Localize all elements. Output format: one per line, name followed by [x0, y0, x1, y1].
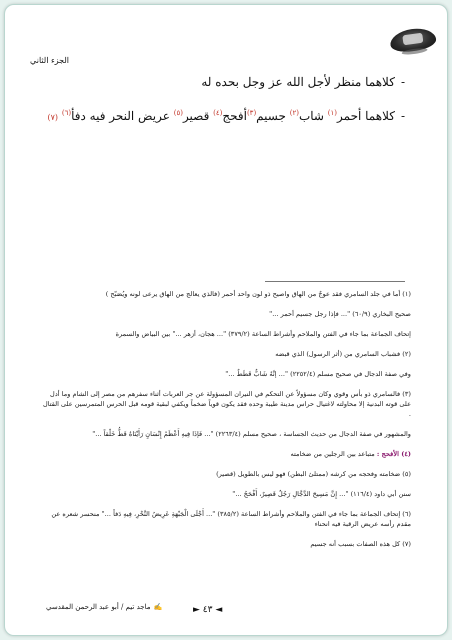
footnote-4	[39, 449, 411, 459]
footnote-5: (٥) ضخامته وفحجه من كرشه (ممتلئ البطن) فهو ليس بالطويل (قصير)	[216, 470, 411, 478]
footnote-ref-2[interactable]: (٢)	[289, 109, 299, 117]
attribute-short: قصير	[182, 109, 214, 123]
footnote-ref-5[interactable]: (٥)	[173, 109, 183, 117]
footnote-ref-6[interactable]: (٦)	[61, 109, 72, 117]
footnote-ref-3[interactable]: (٣)	[246, 109, 257, 117]
page	[4, 4, 448, 636]
footnote-ref-4[interactable]: (٤)	[213, 109, 223, 117]
volume-label: الجزء الثاني	[30, 56, 69, 65]
footnote-1-source-bukhari: صحيح البخاري (٦٠/٩) "... فإذا رجل جسيم أحمر ..."	[269, 310, 411, 318]
footnote-2: (٢) فشباب السامري من (أثر الرسول) الذي قبضه	[275, 350, 411, 358]
page-number-nav[interactable]: ◄ ٤٣ ►	[193, 605, 223, 615]
footnote-5-source-abudawud: سنن أبي داود (١١٦/٤) "... إِنَّ مَسِيحَ الدَّجَّالِ رَجُلٌ قَصِيرٌ، أَفْحَجُ ..."	[232, 490, 411, 498]
main-line-2	[48, 109, 406, 123]
attribute-bulky: جسيم	[256, 109, 290, 123]
publisher-logo-icon	[389, 26, 438, 54]
footnote-ref-1[interactable]: (١)	[327, 109, 338, 117]
footnote-1: (١) أما في جلد السامري فقد عوجٌ من الهاق واصيح ذو لون واحد أحمر (فالذي يعالج من الهاق يرعى لونه ويُصَبّح )	[105, 290, 411, 298]
pen-icon: ✍	[153, 603, 163, 611]
footnote-2-source-muslim: وفي صفة الدجال في صحيح مسلم (٢٢٥٢/٤) "... إنَّهُ شَابٌّ قَطَطٌ ..."	[225, 370, 411, 378]
footnotes	[39, 289, 411, 559]
footnote-4-term: (٤) الأفحج :	[376, 450, 411, 458]
attribute-young: شاب	[298, 109, 328, 123]
footnote-separator	[265, 281, 405, 282]
footnote-7: (٧) كل هذه الصفات بسبب أنه جسيم	[310, 540, 411, 548]
footnote-4-text: متباعد بين الرجلين من ضخامته	[290, 450, 377, 458]
footer-author	[46, 603, 162, 611]
line-dash: -	[400, 109, 405, 123]
footnote-3-source-muslim: والمشهور في صفة الدجال من حديث الجساسة ، صحيح مسلم (٢٢٦٣/٤) "... فَإذَا فِيهِ أَعْظَمُ إِنْسَانٍ رَأَيْنَاهُ قَطُّ خَلْقاً ..."	[92, 430, 411, 438]
footnote-ref-7[interactable]: (٧)	[47, 113, 59, 122]
attribute-bowlegged: أفحج	[222, 109, 247, 123]
attribute-red: كلاهما أحمر	[337, 109, 395, 123]
footnote-3: (٣) فالسامري ذو بأس وقوي وكان مسؤولاً عن التحكم في النيران المسؤولة عن جر العربات أثناء سفرهم من مصر إلى الشام وما أدل على قوته البدنية إلا محاولته لاغتيال حراس مدينة طيبة وحده فقد يكون قوياً ضخماً ويكفي لبقية قومه قبل الحرس المتمرسين على القتال .	[42, 390, 411, 418]
footnote-1-source-ithaf: إتحاف الجماعة بما جاء في الفتن والملاحم وأشراط الساعة (٣٧٩/٢) "... هجان، أزهر ..." بين البياض والسمرة	[115, 330, 411, 338]
line-text: كلاهما منظر لأجل الله عز وجل بحده له	[201, 75, 395, 89]
author-name: ماجد تيم / أبو عبد الرحمن المقدسي	[46, 603, 151, 611]
attribute-wide-neck: عريض النحر فيه دفأ	[71, 109, 174, 123]
main-line-1	[201, 75, 405, 89]
line-dash: -	[400, 75, 405, 89]
footnote-6: (٦) إتحاف الجماعة بما جاء في الفتن والملاحم وأشراط الساعة (٣٨٥/٢) "... أَجْلَى الْجَبْهَةِ عَرِيضُ النَّحْرِ، فِيهِ دَفاً ..." منحسر شعره عن مقدم رأسه عريض الرقبة فيه انحناء	[51, 510, 411, 528]
